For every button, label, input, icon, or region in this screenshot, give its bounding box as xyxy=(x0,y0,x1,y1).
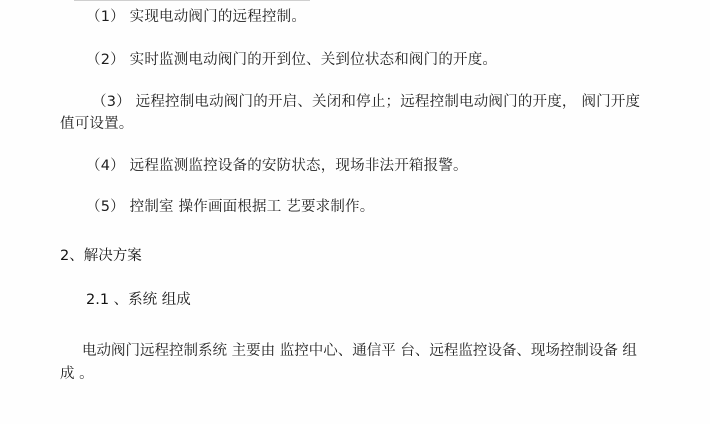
scan-edge-line xyxy=(74,0,310,1)
page-corner-artifact xyxy=(640,386,710,424)
list-item: （1） 实现电动阀门的远程控制。 xyxy=(86,9,307,25)
section-heading: 2、解决方案 xyxy=(60,247,142,264)
list-item: （5） 控制室 操作画面根据工 艺要求制作。 xyxy=(86,199,375,216)
list-item: （3） 远程控制电动阀门的开启、关闭和停止；远程控制电动阀门的开度， 阀门开度值可设置。 xyxy=(60,93,641,133)
subsection-heading: 2.1 、系统 组成 xyxy=(86,292,191,309)
list-item: （4） 远程监测监控设备的安防状态，现场非法开箱报警。 xyxy=(86,157,468,174)
list-item: （2） 实时监测电动阀门的开到位、关到位状态和阀门的开度。 xyxy=(86,52,498,69)
body-paragraph: 电动阀门远程控制系统 主要由 监控中心、通信平 台、远程监控设备、现场控制设备 组成 。 xyxy=(60,342,637,383)
